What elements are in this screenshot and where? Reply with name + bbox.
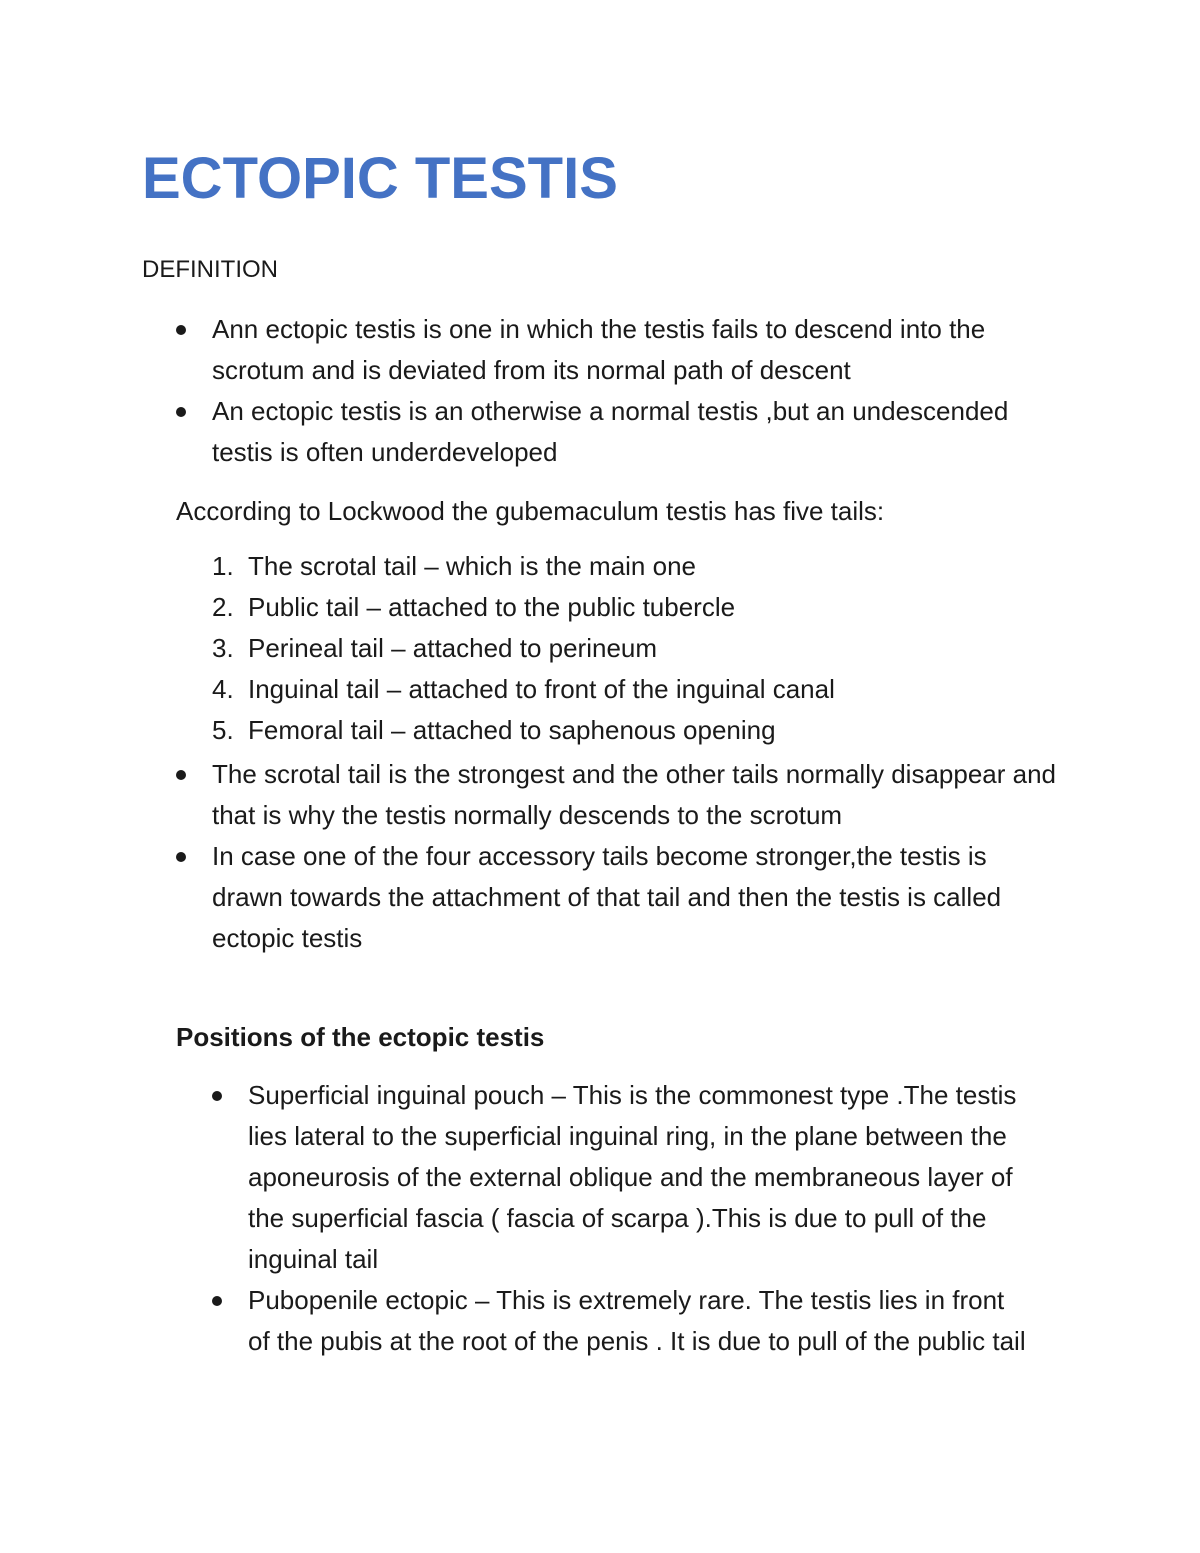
list-item: [212, 546, 1012, 587]
bullet-icon: [212, 1091, 222, 1101]
definition-list: [176, 309, 1056, 473]
bullet-icon: [212, 1296, 222, 1306]
document-title: ECTOPIC TESTIS: [142, 146, 618, 211]
list-number: 1.: [212, 551, 234, 581]
list-item: [176, 309, 1056, 391]
list-item-text: Pubopenile ectopic – This is extremely rare. The testis lies in front of the pubis at the root of the penis . It is due to pull of the public tail: [248, 1285, 1026, 1356]
tails-intro: According to Lockwood the gubemaculum testis has five tails:: [176, 496, 885, 526]
tails-list: [212, 546, 1012, 751]
tail-notes-list: [176, 754, 1056, 959]
list-item: [212, 1280, 1032, 1362]
list-item: [212, 1075, 1032, 1280]
list-item: [176, 391, 1056, 473]
positions-heading: Positions of the ectopic testis: [176, 1022, 545, 1052]
list-item: [212, 587, 1012, 628]
bullet-icon: [176, 325, 186, 335]
bullet-icon: [176, 407, 186, 417]
list-item-text: The scrotal tail is the strongest and the other tails normally disappear and that is why the testis normally descends to the scrotum: [212, 759, 1057, 830]
list-item-text: Inguinal tail – attached to front of the inguinal canal: [248, 674, 835, 704]
list-item-text: The scrotal tail – which is the main one: [248, 551, 696, 581]
list-item: [176, 836, 1056, 959]
list-item-text: An ectopic testis is an otherwise a normal testis ,but an undescended testis is often underdeveloped: [212, 396, 1009, 467]
list-item-text: Femoral tail – attached to saphenous opening: [248, 715, 776, 745]
list-item: [212, 628, 1012, 669]
bullet-icon: [176, 852, 186, 862]
definition-heading: DEFINITION: [142, 256, 278, 283]
list-item-text: Ann ectopic testis is one in which the testis fails to descend into the scrotum and is deviated from its normal path of descent: [212, 314, 986, 385]
list-number: 3.: [212, 633, 234, 663]
list-item-text: Public tail – attached to the public tubercle: [248, 592, 736, 622]
bullet-icon: [176, 770, 186, 780]
list-number: 4.: [212, 674, 234, 704]
list-number: 5.: [212, 715, 234, 745]
list-item-text: Perineal tail – attached to perineum: [248, 633, 658, 663]
list-item: [212, 669, 1012, 710]
list-number: 2.: [212, 592, 234, 622]
list-item: [176, 754, 1056, 836]
positions-list: [212, 1075, 1032, 1362]
list-item-text: Superficial inguinal pouch – This is the commonest type .The testis lies lateral to the superficial inguinal ring, in the plane between the aponeurosis of the external oblique and the membraneous layer of the superficial fascia ( fascia of scarpa ).This is due to pull of the inguinal tail: [248, 1080, 1017, 1274]
list-item: [212, 710, 1012, 751]
list-item-text: In case one of the four accessory tails become stronger,the testis is drawn towards the attachment of that tail and then the testis is called ectopic testis: [212, 841, 1002, 953]
